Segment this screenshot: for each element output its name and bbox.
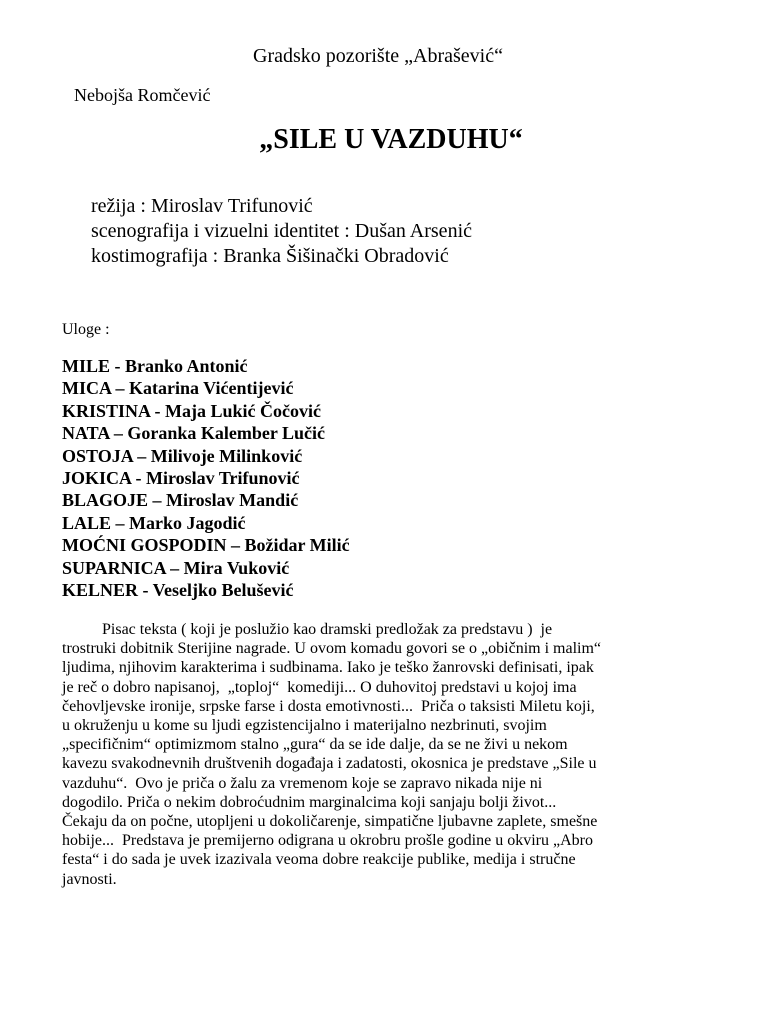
cast-item: LALE – Marko Jagodić [62,512,246,533]
play-title: „SILE U VAZDUHU“ [259,124,523,155]
cast-item: NATA – Goranka Kalember Lučić [62,423,325,444]
credits-block [91,194,472,269]
roles-label: Uloge : [62,321,110,338]
credit-director: režija : Miroslav Trifunović [91,195,313,217]
cast-item: MICA – Katarina Vićentijević [62,378,294,399]
theatre-name: Gradsko pozorište „Abrašević“ [253,45,503,67]
credit-scenography: scenografija i vizuelni identitet : Dušan Arsenić [91,220,472,242]
credit-costumes: kostimografija : Branka Šišinački Obradović [91,245,449,267]
description-paragraph: Pisac teksta ( koji je poslužio kao dramski predložak za predstavu ) je trostruki dobitnik Sterijine nagrade. U ovom komadu govori se o „običnim i malim“ ljudima, njihovim karakterima i sudbinama. Iako je teško žanrovski definisati, ipak je reč o dobro napisanoj, „toploj“ komediji... O duhovitoj predstavi u kojoj ima čehovljevske ironije, srpske farse i dosta emotivnosti... Priča o taksisti Miletu koji, u okruženju u kome su ljudi egzistencijalno i materijalno nezbrinuti, svojim „specifičnim“ optimizmom stalno „gura“ da se ide dalje, da se ne živi u nekom kavezu svakodnevnih društvenih događaja i zadatosti, okosnica je predstave „Sile u vazduhu“. Ovo je priča o žalu za vremenom koje se zapravo nikada nije ni dogodilo. Priča o nekim dobroćudnim marginalcima koji sanjaju bolji život... Čekaju da on počne, utopljeni u dokoličarenje, simpatične ljubavne zaplete, smešne hobije... Predstava je premijerno odigrana u okrobru prošle godine u okviru „Abro festa“ i do sada je uvek izazivala veoma dobre reakcije publike, medija i stručne javnosti. [62,621,602,888]
cast-item: OSTOJA – Milivoje Milinković [62,445,303,466]
cast-item: SUPARNICA – Mira Vuković [62,557,290,578]
cast-list [62,355,350,601]
author-name: Nebojša Romčević [74,85,211,105]
cast-item: JOKICA - Miroslav Trifunović [62,468,300,489]
cast-item: MOĆNI GOSPODIN – Božidar Milić [62,535,350,556]
cast-item: BLAGOJE – Miroslav Mandić [62,490,299,511]
cast-item: MILE - Branko Antonić [62,356,248,376]
cast-item: KELNER - Veseljko Belušević [62,580,294,601]
cast-item: KRISTINA - Maja Lukić Čočović [62,400,322,421]
